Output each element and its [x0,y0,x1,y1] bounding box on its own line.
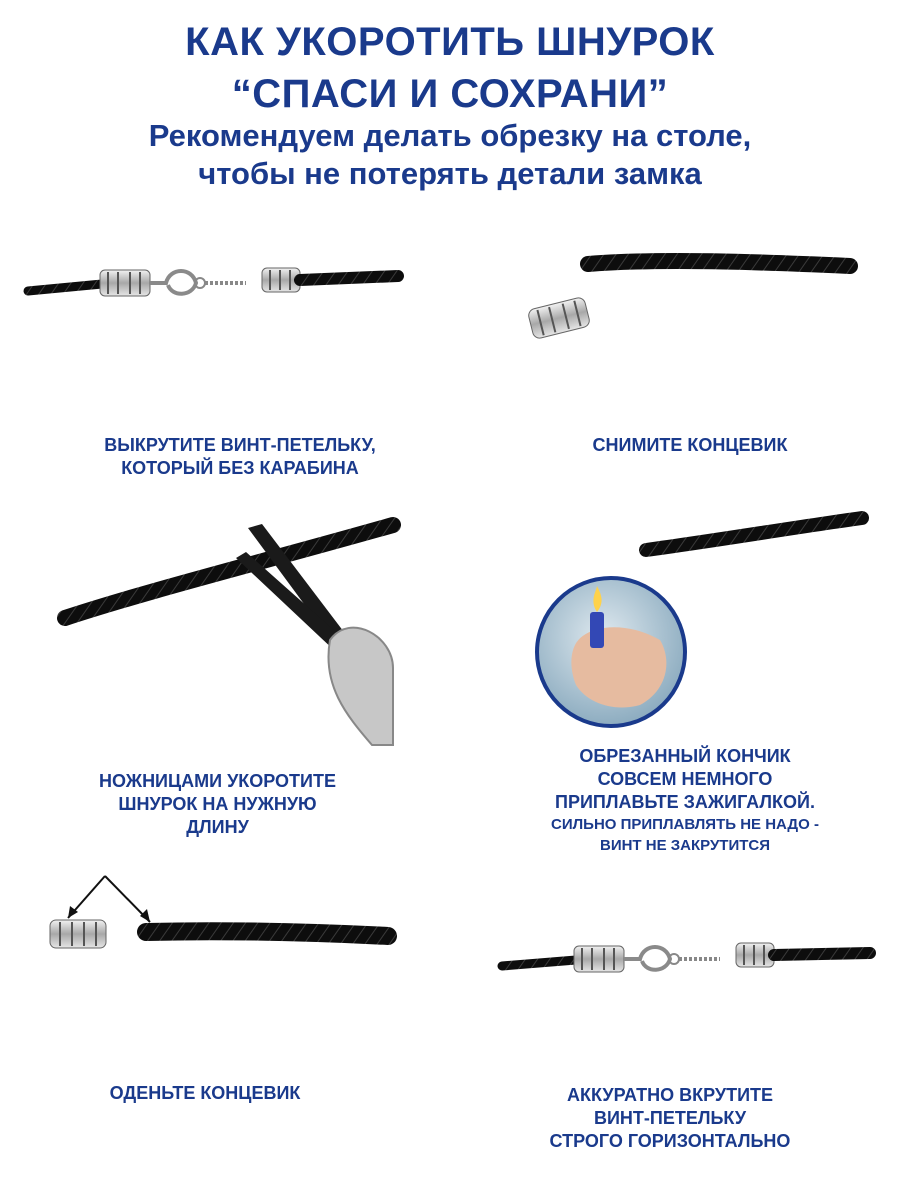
page-title-line2: “СПАСИ И СОХРАНИ” [231,72,669,116]
cord [146,931,388,936]
step6-caption-line3: СТРОГО ГОРИЗОНТАЛЬНО [549,1131,791,1151]
step1-caption [30,434,450,480]
cord [774,953,870,955]
step4-caption-line2: СОВСЕМ НЕМНОГО [597,769,773,789]
step4-caption-note2: ВИНТ НЕ ЗАКРУТИТСЯ [599,837,771,854]
step2-illustration [527,261,850,340]
step6-caption [470,1084,870,1153]
lobster-clasp [624,947,670,970]
step3-illustration [65,524,393,745]
step5-caption [0,1082,410,1105]
step6-caption-line2: ВИНТ-ПЕТЕЛЬКУ [593,1108,747,1128]
step1-caption-line2: КОТОРЫЙ БЕЗ КАРАБИНА [121,458,359,478]
step4-caption [470,745,900,856]
cord [65,525,393,618]
step6-caption-line1: АККУРАТНО ВКРУТИТЕ [566,1085,774,1105]
step3-caption-line3: ДЛИНУ [186,817,249,837]
step3-caption-line2: ШНУРОК НА НУЖНУЮ [118,794,317,814]
step2-caption [480,434,900,457]
step3-caption-line1: НОЖНИЦАМИ УКОРОТИТЕ [99,771,336,791]
lobster-clasp [150,271,196,294]
step1-illustration [28,268,398,296]
step4-caption-line1: ОБРЕЗАННЫЙ КОНЧИК [579,746,791,766]
cord [588,261,850,266]
step6-illustration [502,943,870,972]
page-title-line1: КАК УКОРОТИТЬ ШНУРОК [185,20,715,64]
cord [300,276,398,280]
step4-caption-line3: ПРИПЛАВЬТЕ ЗАЖИГАЛКОЙ. [555,792,815,812]
cord [502,960,576,966]
step2-caption-line1: СНИМИТЕ КОНЦЕВИК [592,435,788,455]
step3-caption [0,770,435,839]
subtitle-line1: Рекомендуем делать обрезку на столе, [148,118,752,153]
lighter [590,612,604,648]
end-cap [50,920,106,948]
step5-illustration [50,876,388,948]
step5-caption-line1: ОДЕНЬТЕ КОНЦЕВИК [109,1083,301,1103]
scissors-handle [328,628,393,745]
step1-caption-line1: ВЫКРУТИТЕ ВИНТ-ПЕТЕЛЬКУ, [104,435,376,455]
step4-illustration [537,518,862,726]
step4-caption-note1: СИЛЬНО ПРИПЛАВЛЯТЬ НЕ НАДО - [551,816,819,833]
hand [571,627,666,707]
cord [646,518,862,550]
subtitle-line2: чтобы не потерять детали замка [198,156,702,191]
cord [28,284,102,291]
end-cap [527,296,591,339]
